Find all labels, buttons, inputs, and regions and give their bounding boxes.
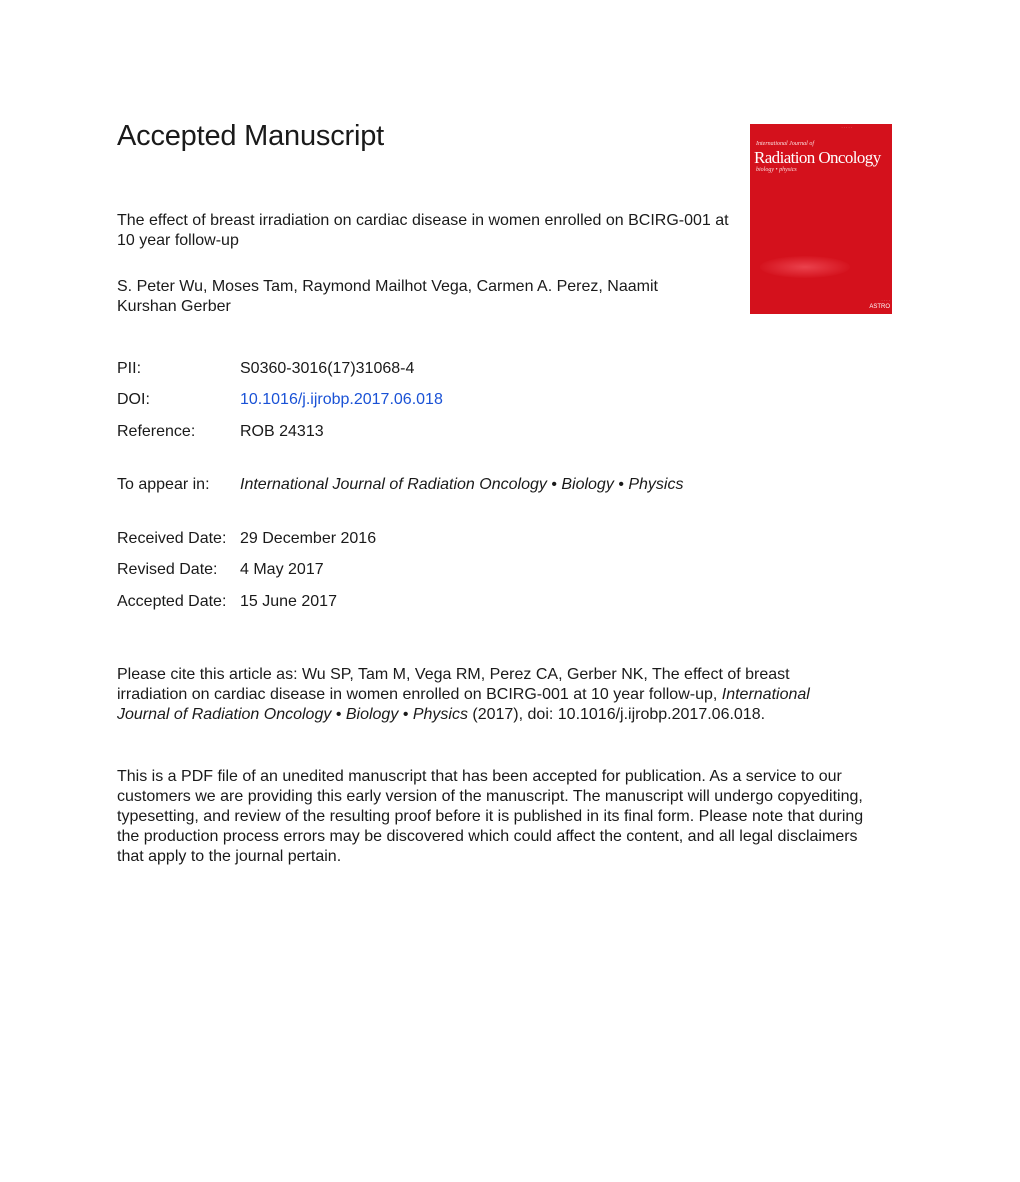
cover-artwork [760,256,850,278]
article-authors: S. Peter Wu, Moses Tam, Raymond Mailhot Vega, Carmen A. Perez, Naamit Kurshan Gerber [117,278,658,315]
cover-journal-title: Radiation Oncology [754,148,881,167]
citation-journal: International Journal of Radiation Oncology • Biology • Physics [117,686,810,723]
page-title: Accepted Manuscript [117,120,384,152]
accepted-value: 15 June 2017 [240,593,337,610]
pii-value: S0360-3016(17)31068-4 [240,360,415,377]
reference-value: ROB 24313 [240,423,324,440]
revised-value: 4 May 2017 [240,561,324,578]
cover-top-line: International Journal of [756,141,814,147]
disclaimer-paragraph: This is a PDF file of an unedited manuscript that has been accepted for publication. As a service to our customers we are providing this early version of the manuscript. The manuscript will undergo copyediting, typesetting, and review of the resulting proof before it is published in its final form. Please note that during the production process errors may be discovered which could affect the content, and all legal disclaimers that apply to the journal pertain. [117,768,864,865]
citation-suffix: (2017), doi: 10.1016/j.ijrobp.2017.06.018. [467,706,766,723]
citation-paragraph [117,665,857,725]
doi-link[interactable]: 10.1016/j.ijrobp.2017.06.018 [240,391,443,408]
revised-label: Revised Date: [117,561,218,578]
accepted-label: Accepted Date: [117,593,227,610]
doi-label: DOI: [117,391,150,408]
received-label: Received Date: [117,530,227,547]
journal-cover-image [750,124,892,314]
cover-fine-print: · · · · · [841,125,852,130]
pii-label: PII: [117,360,142,377]
citation-prefix: Please cite this article as: Wu SP, Tam M, Vega RM, Perez CA, Gerber NK, The effect of breast irradiation on cardiac disease in women enrolled on BCIRG-001 at 10 year follow-up, [117,666,790,703]
journal-name: International Journal of Radiation Oncology • Biology • Physics [240,476,684,493]
appear-in-label: To appear in: [117,476,210,493]
astro-logo: · · · · ASTRO [869,298,890,310]
cover-bottom-line: biology • physics [756,167,797,173]
reference-label: Reference: [117,423,196,440]
received-value: 29 December 2016 [240,530,377,547]
article-title: The effect of breast irradiation on cardiac disease in women enrolled on BCIRG-001 at 10 year follow-up [117,212,729,249]
